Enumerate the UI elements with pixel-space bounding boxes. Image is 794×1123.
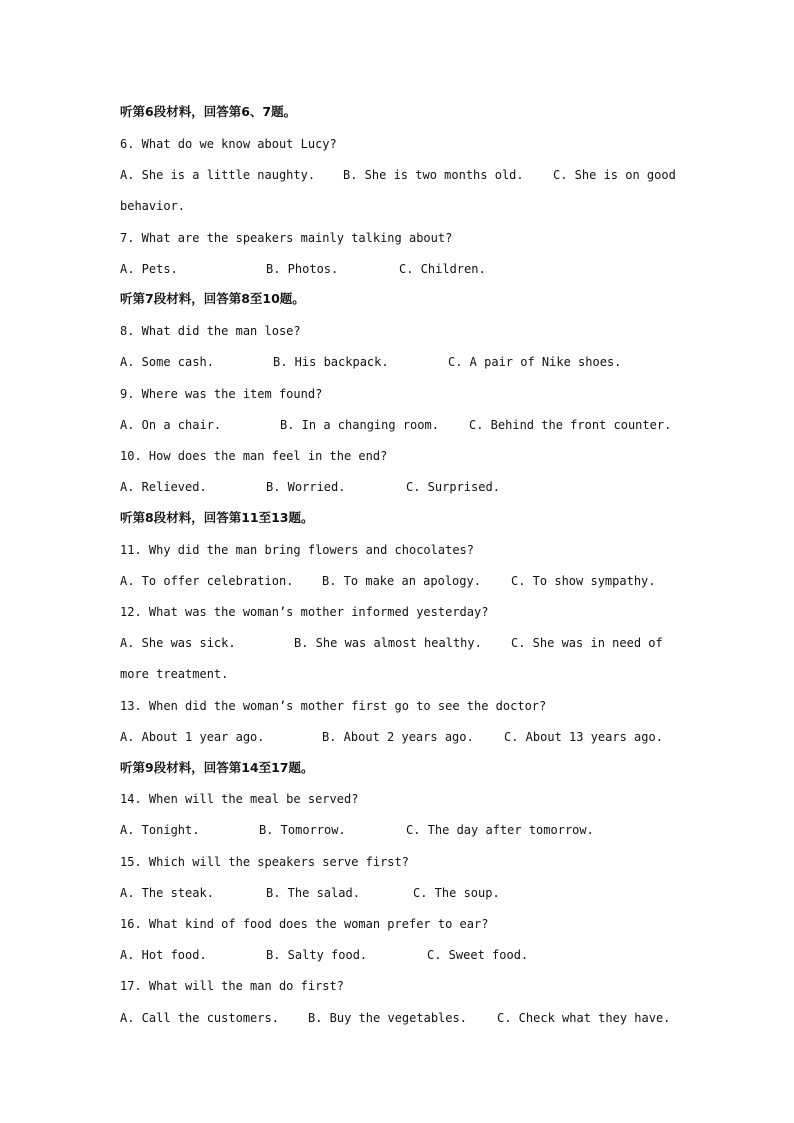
option-a: A. Hot food. xyxy=(120,948,207,962)
section-heading: 听第9段材料，回答第14至17题。 xyxy=(120,760,314,775)
question-text: 10. How does the man feel in the end? xyxy=(120,449,388,463)
option-b: B. Buy the vegetables. xyxy=(308,1011,467,1025)
option-c: C. To show sympathy. xyxy=(511,574,656,588)
option-b: B. The salad. xyxy=(266,886,360,900)
option-a: A. Relieved. xyxy=(120,480,207,494)
section-heading: 听第8段材料，回答第11至13题。 xyxy=(120,510,314,525)
option-continuation: behavior. xyxy=(120,199,186,213)
question-text: 11. Why did the man bring flowers and chocolates? xyxy=(120,543,475,557)
question-text: 13. When did the woman’s mother first go to see the doctor? xyxy=(120,699,547,713)
option-c: C. About 13 years ago. xyxy=(504,730,663,744)
option-b: B. His backpack. xyxy=(273,355,389,369)
question-text: 8. What did the man lose? xyxy=(120,324,301,338)
option-c: C. Behind the front counter. xyxy=(469,418,672,432)
option-b: B. To make an apology. xyxy=(322,574,481,588)
option-a: A. About 1 year ago. xyxy=(120,730,265,744)
option-a: A. Tonight. xyxy=(120,823,200,837)
option-b: B. In a changing room. xyxy=(280,418,439,432)
option-c: C. Surprised. xyxy=(406,480,500,494)
option-b: B. Tomorrow. xyxy=(259,823,346,837)
option-c: C. She is on good xyxy=(553,168,676,182)
option-a: A. Pets. xyxy=(120,262,178,276)
question-text: 7. What are the speakers mainly talking about? xyxy=(120,231,453,245)
section-heading: 听第6段材料，回答第6、7题。 xyxy=(120,104,297,119)
option-b: B. About 2 years ago. xyxy=(322,730,474,744)
option-a: A. Call the customers. xyxy=(120,1011,279,1025)
question-text: 17. What will the man do first? xyxy=(120,979,344,993)
option-b: B. Worried. xyxy=(266,480,346,494)
question-text: 6. What do we know about Lucy? xyxy=(120,137,337,151)
option-a: A. The steak. xyxy=(120,886,214,900)
question-text: 14. When will the meal be served? xyxy=(120,792,359,806)
option-c: C. Check what they have. xyxy=(497,1011,671,1025)
question-text: 9. Where was the item found? xyxy=(120,387,323,401)
option-b: B. Photos. xyxy=(266,262,339,276)
option-b: B. She was almost healthy. xyxy=(294,636,482,650)
option-c: C. The day after tomorrow. xyxy=(406,823,594,837)
option-c: C. The soup. xyxy=(413,886,500,900)
question-text: 15. Which will the speakers serve first? xyxy=(120,855,409,869)
option-c: C. A pair of Nike shoes. xyxy=(448,355,622,369)
option-c: C. Sweet food. xyxy=(427,948,529,962)
option-a: A. She was sick. xyxy=(120,636,236,650)
option-continuation: more treatment. xyxy=(120,667,229,681)
option-a: A. She is a little naughty. xyxy=(120,168,316,182)
option-a: A. Some cash. xyxy=(120,355,214,369)
question-text: 16. What kind of food does the woman prefer to ear? xyxy=(120,917,489,931)
option-b: B. Salty food. xyxy=(266,948,368,962)
question-text: 12. What was the woman’s mother informed yesterday? xyxy=(120,605,489,619)
section-heading: 听第7段材料，回答第8至10题。 xyxy=(120,291,305,306)
option-b: B. She is two months old. xyxy=(343,168,524,182)
option-a: A. To offer celebration. xyxy=(120,574,294,588)
option-c: C. Children. xyxy=(399,262,486,276)
option-a: A. On a chair. xyxy=(120,418,222,432)
option-c: C. She was in need of xyxy=(511,636,663,650)
